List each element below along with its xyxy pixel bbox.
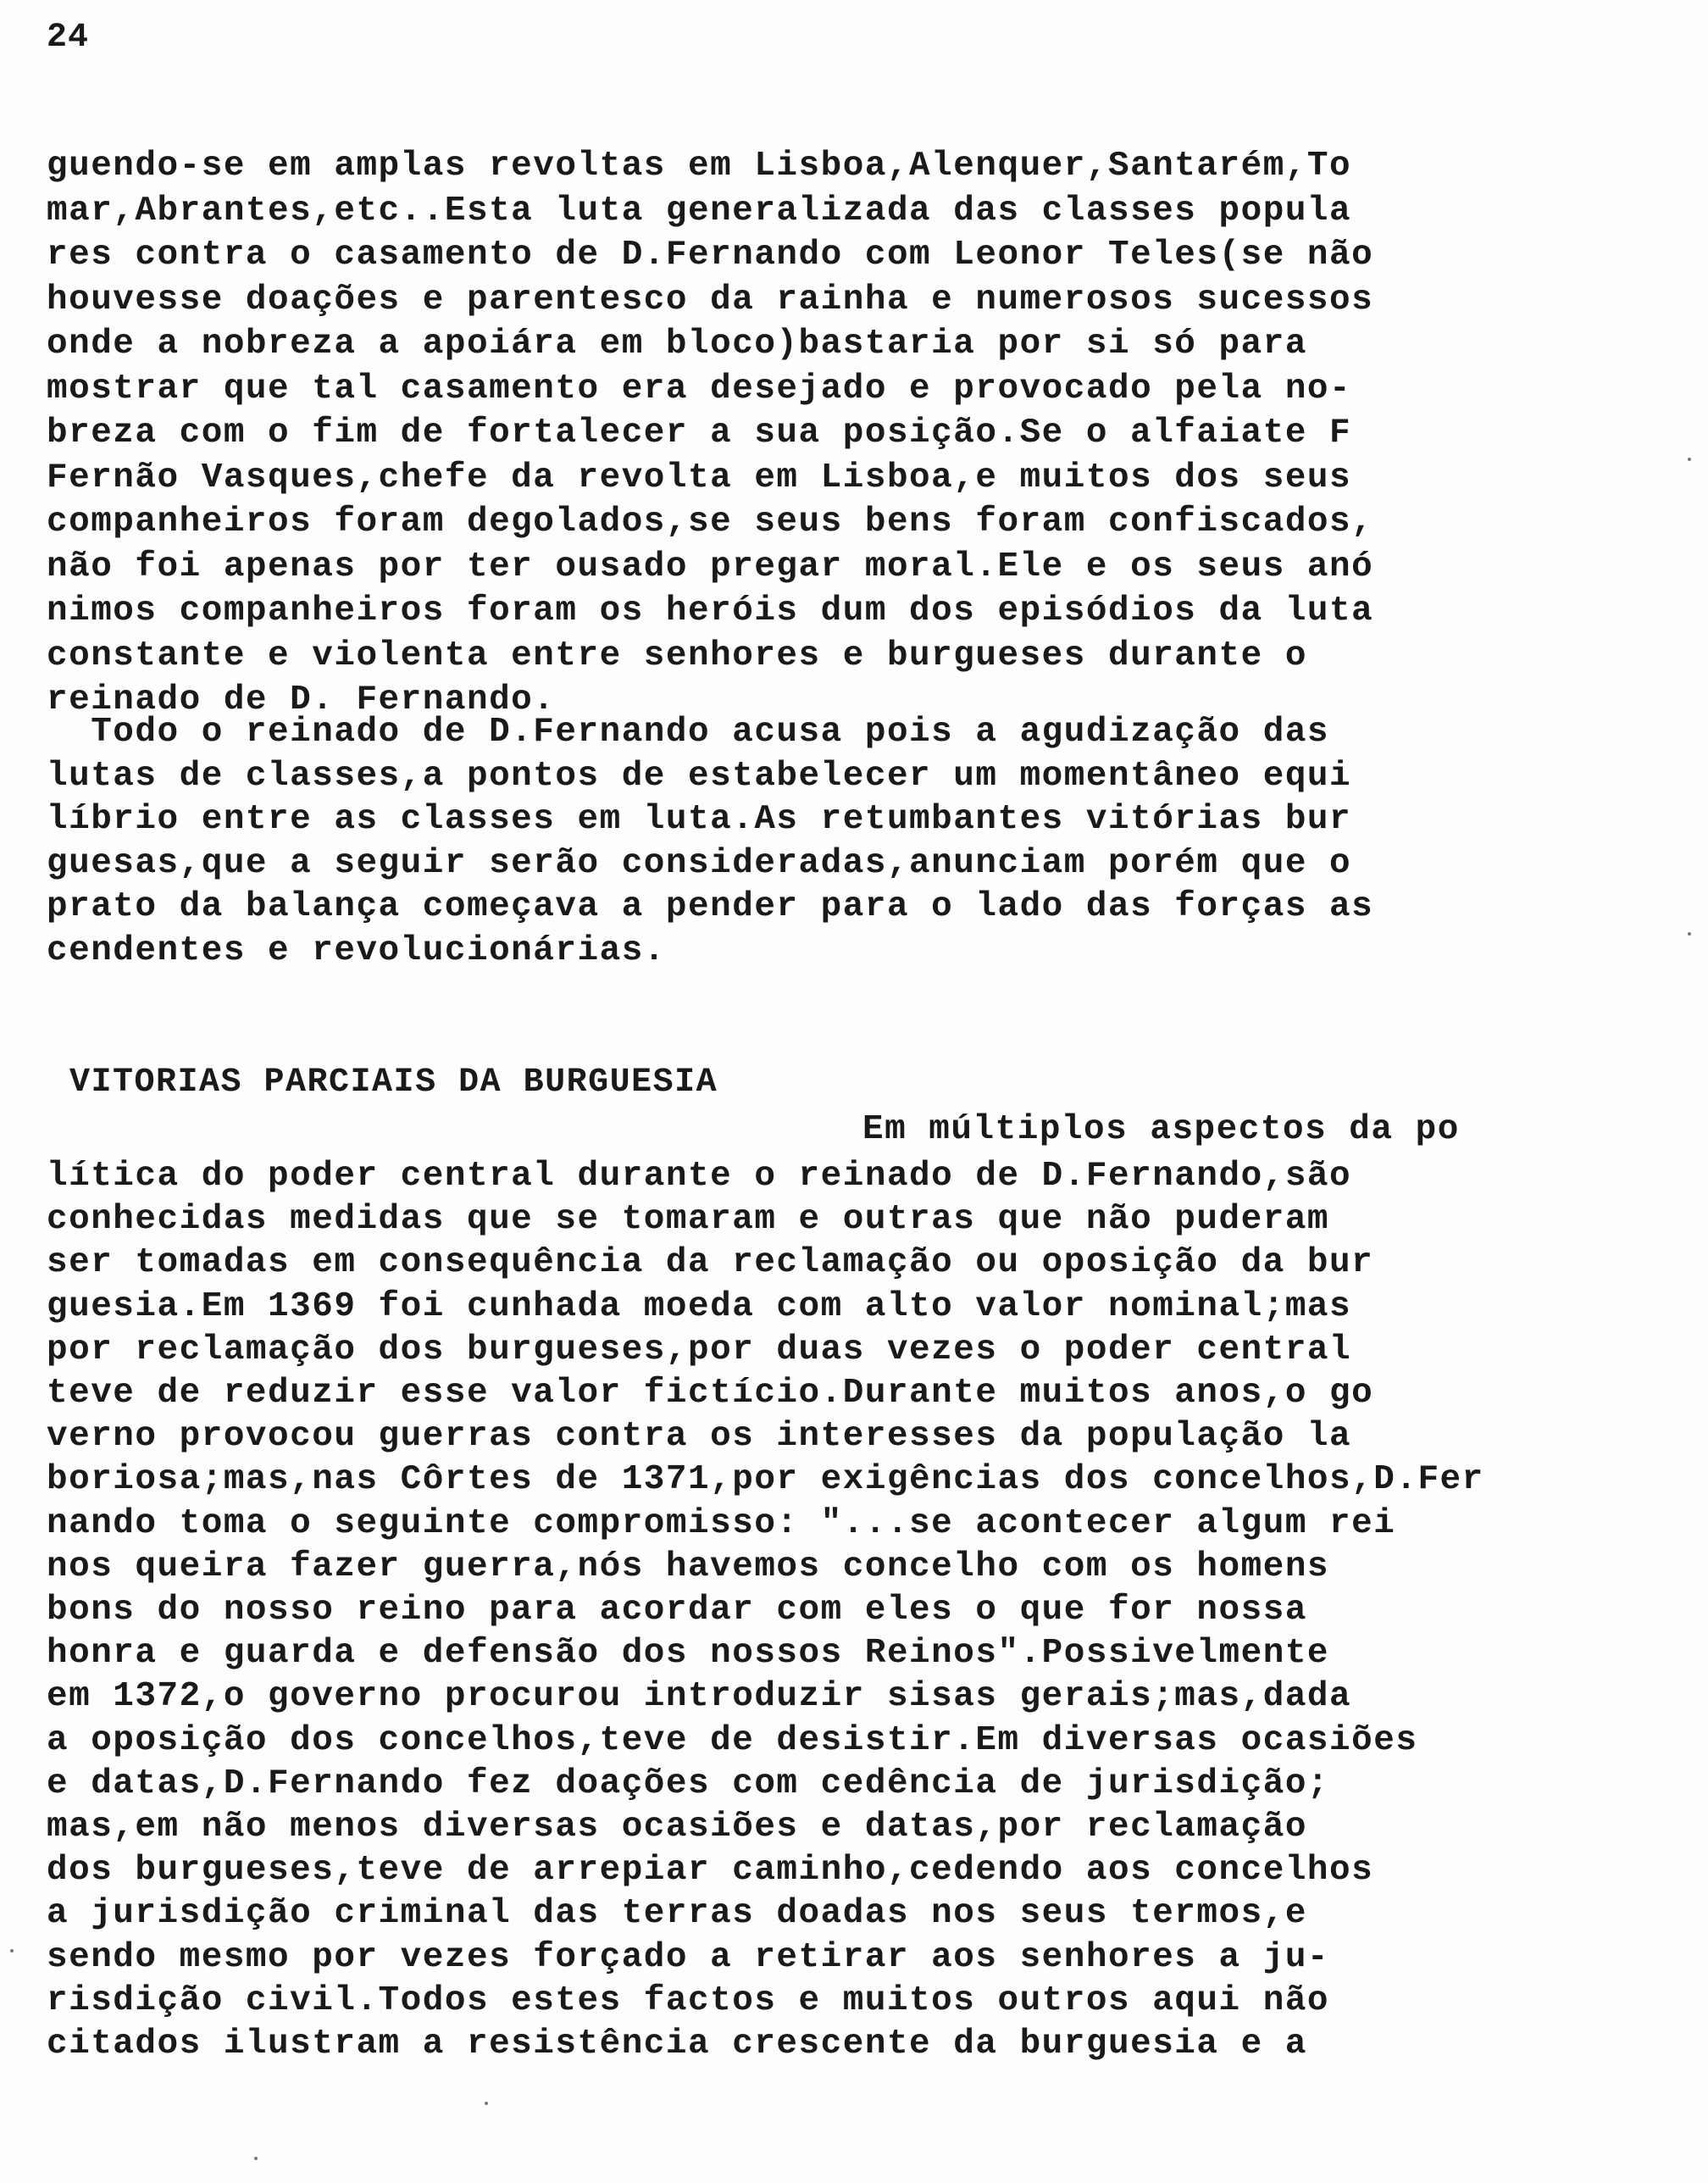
text-line: citados ilustram a resistência crescente da burguesia e a: [47, 2025, 1307, 2064]
section-heading: VITORIAS PARCIAIS DA BURGUESIA: [69, 1064, 718, 1102]
text-line: houvesse doações e parentesco da rainha e numerosos sucessos: [47, 280, 1374, 319]
text-line: nimos companheiros foram os heróis dum dos episódios da luta: [47, 592, 1374, 630]
text-line: lutas de classes,a pontos de estabelecer um momentâneo equi: [47, 756, 1352, 796]
text-line: sendo mesmo por vezes forçado a retirar aos senhores a ju-: [47, 1937, 1330, 1977]
text-line: dos burgueses,teve de arrepiar caminho,cedendo aos concelhos: [47, 1851, 1374, 1891]
paper-speck: [485, 2102, 488, 2105]
text-line: verno provocou guerras contra os interesses da população la: [47, 1417, 1352, 1457]
text-line: mas,em não menos diversas ocasiões e datas,por reclamação: [47, 1808, 1307, 1847]
text-line: Todo o reinado de D.Fernando acusa pois a agudização das: [47, 713, 1330, 752]
text-line: cendentes e revolucionárias.: [47, 930, 666, 970]
text-line: guendo-se em amplas revoltas em Lisboa,Alenquer,Santarém,To: [47, 147, 1352, 186]
text-line: teve de reduzir esse valor fictício.Durante muitos anos,o go: [47, 1374, 1374, 1413]
text-line: boriosa;mas,nas Côrtes de 1371,por exigências dos concelhos,D.Fer: [47, 1460, 1484, 1500]
text-line: ser tomadas em consequência da reclamação ou oposição da bur: [47, 1243, 1374, 1283]
text-line: breza com o fim de fortalecer a sua posição.Se o alfaiate F: [47, 414, 1352, 453]
page-number: 24: [47, 19, 90, 57]
text-line: líbrio entre as classes em luta.As retumbantes vitórias bur: [47, 800, 1352, 839]
text-line: a oposição dos concelhos,teve de desistir.Em diversas ocasiões: [47, 1720, 1418, 1760]
text-line: Fernão Vasques,chefe da revolta em Lisboa,e muitos dos seus: [47, 458, 1352, 497]
paper-speck: [1688, 458, 1691, 461]
text-line: nando toma o seguinte compromisso: "...se acontecer algum rei: [47, 1503, 1396, 1543]
paper-speck: [1688, 932, 1691, 936]
paper-speck: [10, 1949, 14, 1952]
text-line: reinado de D. Fernando.: [47, 680, 556, 719]
section-first-line-tail: Em múltiplos aspectos da po: [862, 1110, 1460, 1149]
text-line: a jurisdição criminal das terras doadas nos seus termos,e: [47, 1894, 1307, 1934]
text-line: bons do nosso reino para acordar com eles o que for nossa: [47, 1591, 1307, 1630]
text-line: honra e guarda e defensão dos nossos Reinos".Possivelmente: [47, 1634, 1330, 1674]
text-line: prato da balança começava a pender para o lado das forças as: [47, 887, 1374, 926]
text-line: e datas,D.Fernando fez doações com cedência de jurisdição;: [47, 1764, 1330, 1803]
text-line: constante e violenta entre senhores e burgueses durante o: [47, 636, 1307, 675]
text-line: companheiros foram degolados,se seus bens foram confiscados,: [47, 503, 1374, 542]
text-line: mostrar que tal casamento era desejado e provocado pela no-: [47, 369, 1352, 408]
paper-speck: [254, 2157, 258, 2160]
text-line: não foi apenas por ter ousado pregar moral.Ele e os seus anó: [47, 547, 1374, 586]
text-line: lítica do poder central durante o reinado de D.Fernando,são: [47, 1157, 1352, 1196]
text-line: risdição civil.Todos estes factos e muitos outros aqui não: [47, 1980, 1330, 2020]
text-line: guesia.Em 1369 foi cunhada moeda com alto valor nominal;mas: [47, 1286, 1352, 1326]
text-line: res contra o casamento de D.Fernando com Leonor Teles(se não: [47, 236, 1374, 275]
text-line: conhecidas medidas que se tomaram e outras que não puderam: [47, 1200, 1330, 1240]
text-line: por reclamação dos burgueses,por duas vezes o poder central: [47, 1330, 1352, 1369]
text-line: guesas,que a seguir serão consideradas,anunciam porém que o: [47, 843, 1352, 883]
text-line: mar,Abrantes,etc..Esta luta generalizada das classes popula: [47, 191, 1352, 231]
text-line: nos queira fazer guerra,nós havemos concelho com os homens: [47, 1547, 1330, 1586]
text-line: onde a nobreza a apoiára em bloco)bastaria por si só para: [47, 325, 1307, 364]
text-line: em 1372,o governo procurou introduzir sisas gerais;mas,dada: [47, 1677, 1352, 1717]
